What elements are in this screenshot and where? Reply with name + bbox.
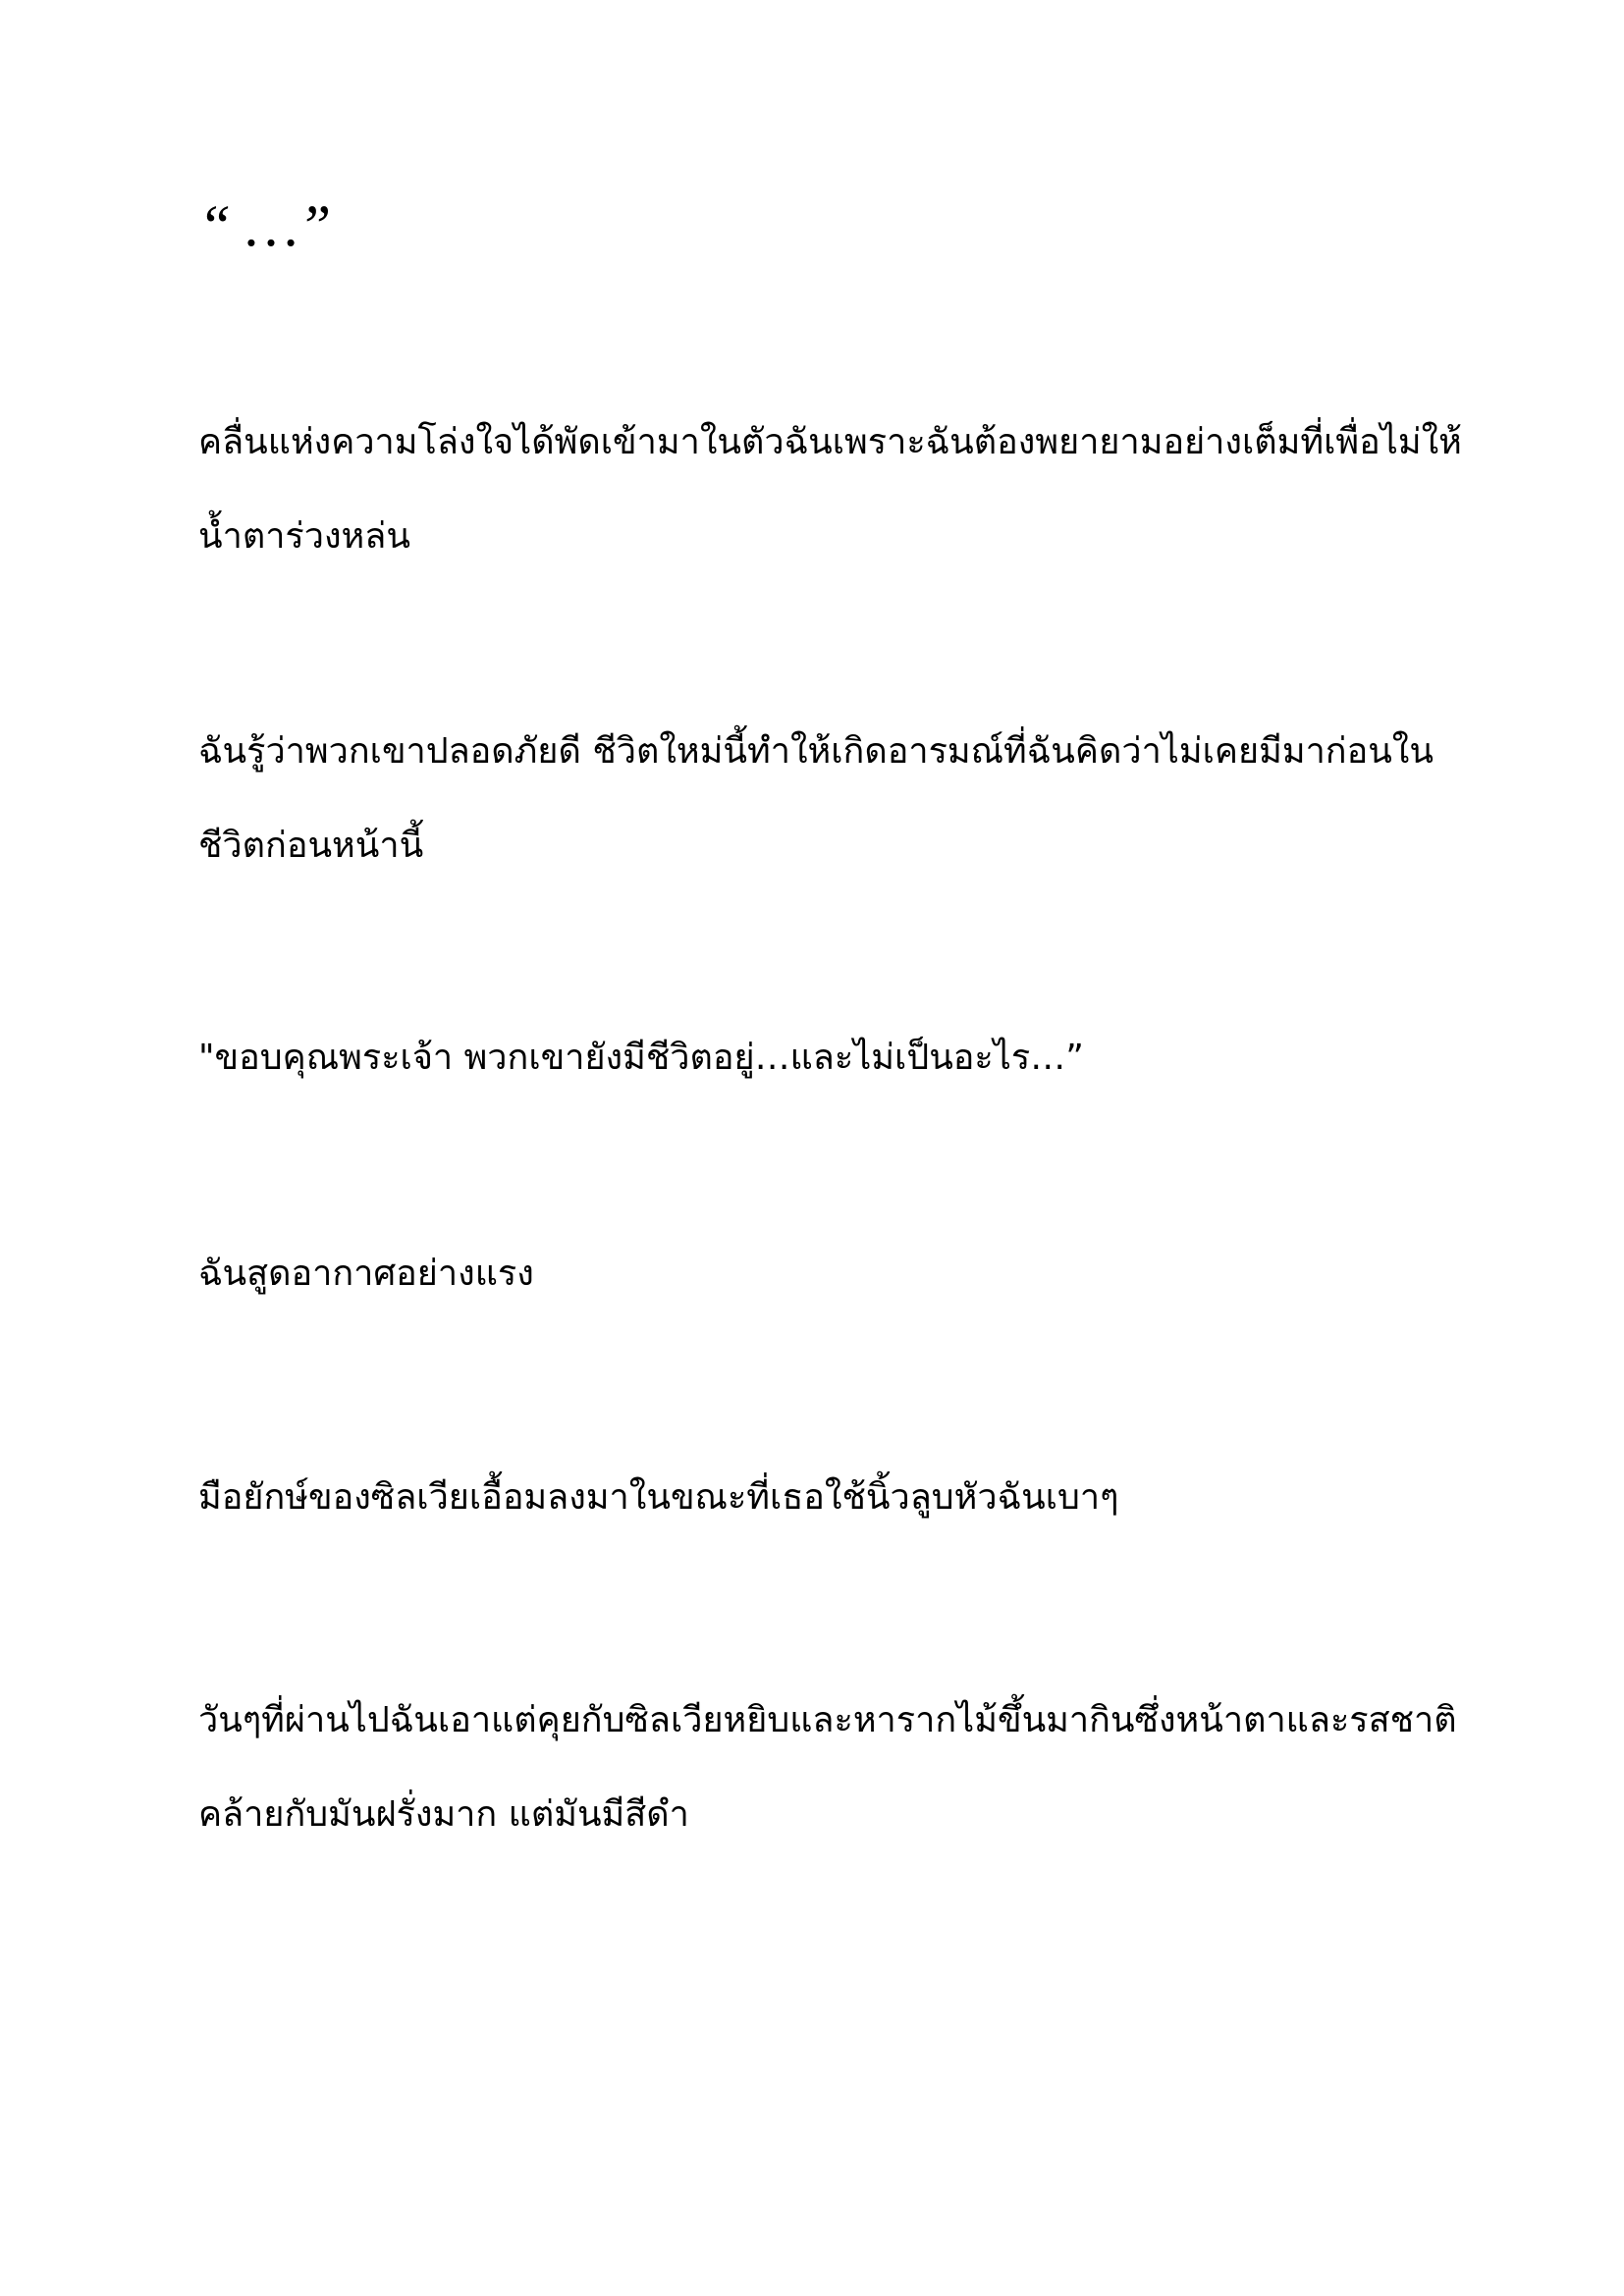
paragraph-1 (198, 396, 1475, 584)
paragraph-line: ชีวิตก่อนหน้านี้ (198, 826, 424, 866)
paragraph-6 (198, 1674, 1475, 1862)
paragraph-4 (198, 1227, 1475, 1321)
opening-quote: “ …” (198, 193, 332, 258)
paragraph-line: ฉันรู้ว่าพวกเขาปลอดภัยดี ชีวิตใหม่นี้ทำให้เกิดอารมณ์ที่ฉันคิดว่าไม่เคยมีมาก่อนใน (198, 731, 1434, 772)
paragraph-line: มือยักษ์ของซิลเวียเอื้อมลงมาในขณะที่เธอใช้นิ้วลูบหัวฉันเบาๆ (198, 1477, 1119, 1518)
paragraph-3 (198, 1011, 1475, 1105)
paragraph-2 (198, 705, 1475, 893)
paragraph-line: วันๆที่ผ่านไปฉันเอาแต่คุยกับซิลเวียหยิบและหารากไม้ขึ้นมากินซึ่งหน้าตาและรสชาติ (198, 1700, 1457, 1740)
paragraph-line: ฉันสูดอากาศอย่างแรง (198, 1254, 534, 1294)
paragraph-line: น้ำตาร่วงหล่น (198, 516, 410, 557)
paragraph-5 (198, 1451, 1475, 1545)
paragraph-line: คล้ายกับมันฝรั่งมาก แต่มันมีสีดำ (198, 1794, 689, 1835)
paragraph-line: คลื่นแห่งความโล่งใจได้พัดเข้ามาในตัวฉันเพราะฉันต้องพยายามอย่างเต็มที่เพื่อไม่ให้ (198, 422, 1462, 462)
paragraph-line: "ขอบคุณพระเจ้า พวกเขายังมีชีวิตอยู่…และไม่เป็นอะไร…” (198, 1038, 1084, 1078)
